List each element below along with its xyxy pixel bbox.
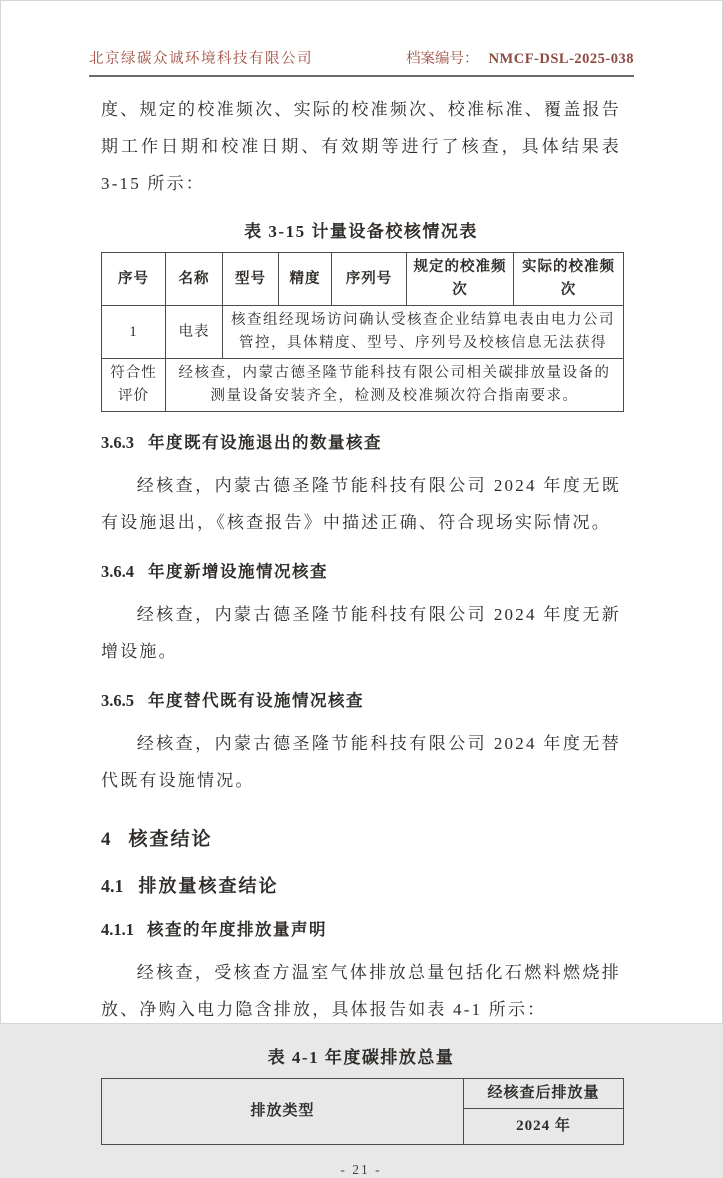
table-row [102, 359, 624, 412]
heading-3-6-5 [101, 687, 621, 711]
col-header-serial: 序列号 [332, 253, 407, 306]
heading-title: 年度新增设施情况核查 [148, 562, 328, 581]
company-name: 北京绿碳众诚环境科技有限公司 [89, 51, 313, 67]
heading-number: 3.6.4 [101, 562, 134, 581]
table-3-15-header-row [102, 253, 624, 306]
col-header-name: 名称 [166, 253, 223, 306]
heading-number: 3.6.3 [101, 433, 134, 452]
heading-number: 4.1.1 [101, 920, 134, 939]
cell-verified-emissions: 经核查后排放量 [464, 1079, 624, 1109]
col-header-actual-freq: 实际的校准频次 [514, 253, 624, 306]
heading-title: 年度既有设施退出的数量核查 [148, 433, 382, 452]
col-header-seq: 序号 [102, 253, 166, 306]
col-header-precision: 精度 [279, 253, 332, 306]
heading-3-6-4 [101, 558, 621, 582]
cell-name: 电表 [166, 306, 223, 359]
cell-conformity-note: 经核查，内蒙古德圣隆节能科技有限公司相关碳排放量设备的测量设备安装齐全，检测及校准频次符合指南要求。 [166, 359, 624, 412]
heading-4 [101, 824, 621, 851]
cell-seq: 1 [102, 306, 166, 359]
heading-number: 4.1 [101, 876, 124, 896]
heading-4-1-1 [101, 916, 621, 940]
archive-number: NMCF-DSL-2025-038 [488, 51, 634, 67]
cell-conformity-label: 符合性评价 [102, 359, 166, 412]
cell-emission-type: 排放类型 [102, 1079, 464, 1145]
heading-title: 年度替代既有设施情况核查 [148, 691, 364, 710]
paragraph-3-6-3: 经核查，内蒙古德圣隆节能科技有限公司 2024 年度无既有设施退出，《核查报告》中描述正确、符合现场实际情况。 [101, 476, 621, 532]
table-row [102, 1079, 624, 1109]
archive-label: 档案编号： [406, 51, 479, 67]
table-3-15 [101, 252, 624, 412]
page-number: - 21 - [340, 1162, 382, 1177]
page-body [1, 91, 722, 1178]
table-row [102, 306, 624, 359]
paragraph-3-6-4: 经核查，内蒙古德圣隆节能科技有限公司 2024 年度无新增设施。 [101, 605, 621, 661]
heading-3-6-3 [101, 429, 621, 453]
heading-number: 4 [101, 829, 111, 850]
table-3-15-title: 表 3-15 计量设备校核情况表 [244, 222, 478, 241]
paragraph-4-1-1: 经核查，受核查方温室气体排放总量包括化石燃料燃烧排放、净购入电力隐含排放，具体报告如表 4-1 所示： [101, 963, 621, 1019]
intro-paragraph: 度、规定的校准频次、实际的校准频次、校准标准、覆盖报告期工作日期和校准日期、有效期等进行了核查，具体结果表 3-15 所示： [101, 100, 621, 193]
heading-4-1 [101, 872, 621, 898]
page-header [89, 1, 634, 77]
cell-meter-note: 核查组经现场访问确认受核查企业结算电表由电力公司管控，具体精度、型号、序列号及校核信息无法获得 [223, 306, 624, 359]
heading-title: 核查的年度排放量声明 [147, 920, 327, 939]
paragraph-3-6-5: 经核查，内蒙古德圣隆节能科技有限公司 2024 年度无替代既有设施情况。 [101, 734, 621, 790]
heading-title: 核查结论 [128, 829, 213, 850]
heading-number: 3.6.5 [101, 691, 134, 710]
heading-title: 排放量核查结论 [138, 876, 279, 896]
col-header-model: 型号 [223, 253, 279, 306]
archive-number-group [406, 47, 634, 68]
table-4-1 [101, 1078, 624, 1145]
cell-year-2024: 2024 年 [464, 1109, 624, 1145]
table-4-1-title: 表 4-1 年度碳排放总量 [267, 1048, 455, 1067]
col-header-required-freq: 规定的校准频次 [407, 253, 514, 306]
